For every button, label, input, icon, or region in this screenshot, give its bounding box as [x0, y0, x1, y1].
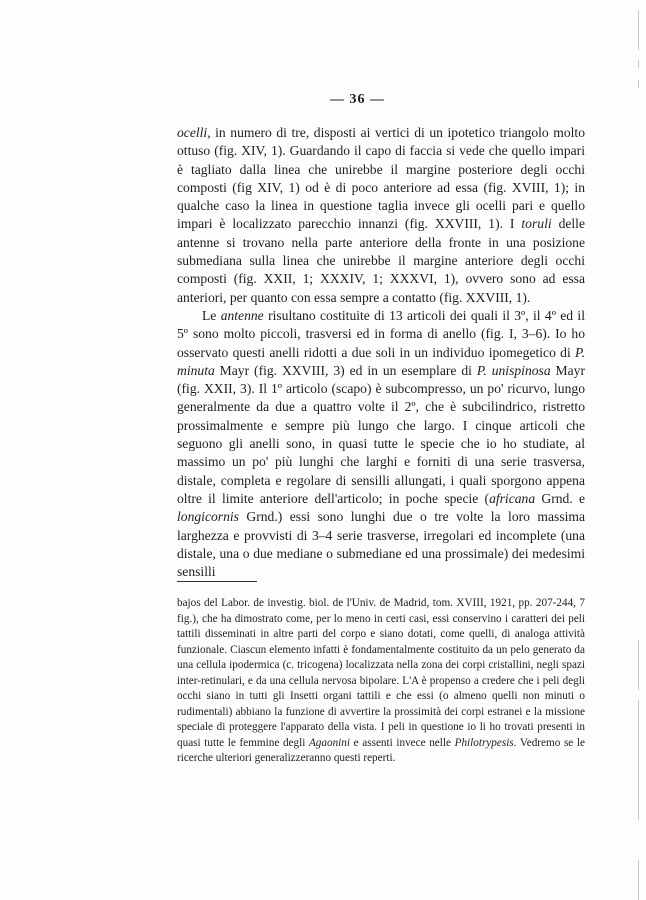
text-span: Mayr (fig. XXII, 3). Il 1º articolo (scapo) è subcompresso, un po' ricurvo, lungo generalmente da due a quattro volte il 2º, che è subcilindrico, ristretto prossimalmente e sempre più lungo che largo. I cinque articoli che seguono gli anelli sono, in quasi tutte le specie che io ho studiate, al massimo un po' più lunghi che larghi e forniti di una serie trasversa, distale, completa e regolare di sensilli allungati, i quali sporgono appena oltre il limite anteriore dell'articolo; in poche specie ( [177, 362, 586, 506]
scan-edge-mark [638, 640, 639, 690]
scan-edge-mark [638, 10, 639, 50]
scan-edge-mark [638, 860, 639, 900]
footnote-rule [177, 581, 257, 582]
scan-edge-mark [638, 700, 639, 820]
footnote-paragraph [177, 596, 585, 767]
footnote [177, 596, 585, 767]
term-antenne: antenne [220, 307, 264, 323]
taxon-philotrypesis: Philotrypesis [454, 736, 514, 749]
paragraph-antenne [177, 307, 585, 581]
text-span: e assenti invece nelle [350, 736, 455, 749]
taxon-agaonini: Agaonini [308, 736, 350, 749]
species-africana: africana [489, 490, 536, 506]
text-span: delle antenne si trovano nella parte anteriore della fronte in una posizione submediana sulla linea che unirebbe il margine anteriore degli occhi composti (fig. XXII, 1; XXXIV, 1; XXXVI, 1), ovvero sono ad essa anteriori, per quanto con essa sempre a contatto (fig. XXVIII, 1). [177, 216, 585, 305]
text-span: . Vedremo se le ricerche ulteriori generalizzeranno questi reperti. [177, 736, 585, 764]
paragraph-ocelli [177, 124, 585, 307]
text-span: bajos del Labor. de investig. biol. de l'Univ. de Madrid, tom. XVIII, 1921, pp. 207-244, 7 fig.), che ha dimostrato come, per lo meno in certi casi, essi conservino i caratteri dei peli tattili disseminati in altre parti del corpo e siano dotati, come quelli, di analoga attività funzionale. Ciascun elemento infatti è fondamentalmente costituito da un pelo generato da una cellula ipodermica (c. tricogena) localizzata nella zona dei corpi cristallini, negli spazi inter-retinulari, e da una cellula nervosa bipolare. L'A è propenso a credere che i peli degli occhi siano in tutti gli Insetti organi tattili e che essi (o almeno quelli non minuti o rudimentali) abbiano la funzione di avvertire la prossimità dei corpi estranei e la missione speciale di proteggere l'apparato della vista. I peli in questione io li ho trovati presenti in quasi tutte le femmine degli [177, 597, 585, 749]
main-text [177, 124, 585, 581]
term-ocelli: ocelli [177, 125, 208, 140]
text-span: Mayr (fig. XXVIII, 3) ed in un esemplare di [214, 362, 477, 378]
scan-edge-mark [638, 60, 639, 68]
species-p-unispinosa: P. unispinosa [476, 362, 551, 378]
text-span: Grnd.) essi sono lunghi due o tre volte la loro massima larghezza e provvisti di 3–4 serie trasverse, irregolari ed incomplete (una distale, una o due mediane o submediane ed una prossimale) dei medesimi sensilli [177, 509, 585, 580]
text-span: Le [202, 307, 221, 323]
term-toruli: toruli [521, 216, 552, 232]
species-p-minuta: P. minuta [177, 344, 585, 378]
text-span: risultano costituite di 13 articoli dei quali il 3º, il 4º ed il 5º sono molto piccoli, trasversi ed in forma di anello (fig. I, 3–6). Io ho osservato questi anelli ridotti a due soli in un individuo ipomegetico di [177, 307, 585, 360]
species-longicornis: longicornis [177, 509, 239, 525]
text-span: , in numero di tre, disposti ai vertici di un ipotetico triangolo molto ottuso (fig. XIV, 1). Guardando il capo di faccia si vede che quello impari è tagliato dalla linea che unirebbe il margine posteriore degli occhi composti (fig XIV, 1) od è di poco anteriore ad essa (fig. XVIII, 1); in qualche caso la linea in questione taglia invece gli ocelli pari e quello impari è localizzato parecchio innanzi (fig. XXVIII, 1). I [177, 125, 585, 232]
scan-edge-mark [638, 80, 639, 88]
text-span: Grnd. e [535, 490, 585, 506]
page-number: — 36 — [330, 92, 385, 107]
